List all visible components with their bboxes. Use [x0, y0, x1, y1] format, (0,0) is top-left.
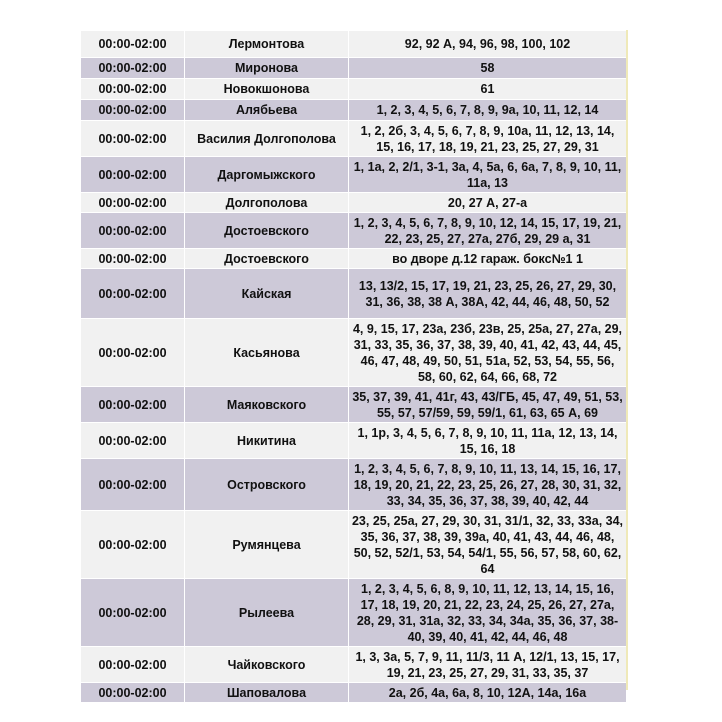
houses-cell: 2а, 2б, 4а, 6а, 8, 10, 12А, 14а, 16а	[349, 683, 627, 703]
table-row	[81, 319, 627, 387]
time-cell: 00:00-02:00	[81, 193, 185, 213]
right-edge-divider	[626, 30, 628, 690]
time-cell: 00:00-02:00	[81, 269, 185, 319]
houses-cell: 1, 2, 3, 4, 5, 6, 7, 8, 9, 9а, 10, 11, 12, 14	[349, 100, 627, 121]
street-cell: Достоевского	[185, 213, 349, 249]
houses-cell: 1, 1р, 3, 4, 5, 6, 7, 8, 9, 10, 11, 11а, 12, 13, 14, 15, 16, 18	[349, 423, 627, 459]
time-cell: 00:00-02:00	[81, 683, 185, 703]
street-cell: Долгополова	[185, 193, 349, 213]
street-cell: Даргомыжского	[185, 157, 349, 193]
time-cell: 00:00-02:00	[81, 213, 185, 249]
table-row	[81, 121, 627, 157]
houses-cell: во дворе д.12 гараж. бокс№1 1	[349, 249, 627, 269]
time-cell: 00:00-02:00	[81, 31, 185, 58]
street-cell: Лермонтова	[185, 31, 349, 58]
table-row	[81, 193, 627, 213]
table-row	[81, 387, 627, 423]
street-cell: Алябьева	[185, 100, 349, 121]
houses-cell: 1, 2, 3, 4, 5, 6, 7, 8, 9, 10, 11, 13, 14, 15, 16, 17, 18, 19, 20, 21, 22, 23, 25, 26, 27, 28, 30, 31, 32, 33, 34, 35, 36, 37, 38, 39, 40, 42, 44	[349, 459, 627, 511]
houses-cell: 1, 3, 3а, 5, 7, 9, 11, 11/3, 11 А, 12/1, 13, 15, 17, 19, 21, 23, 25, 27, 29, 31, 33, 35, 37	[349, 647, 627, 683]
street-cell: Румянцева	[185, 511, 349, 579]
time-cell: 00:00-02:00	[81, 579, 185, 647]
table-row	[81, 579, 627, 647]
schedule-table-container	[80, 30, 626, 703]
table-row	[81, 100, 627, 121]
street-cell: Шаповалова	[185, 683, 349, 703]
time-cell: 00:00-02:00	[81, 121, 185, 157]
houses-cell: 61	[349, 79, 627, 100]
time-cell: 00:00-02:00	[81, 511, 185, 579]
street-cell: Маяковского	[185, 387, 349, 423]
houses-cell: 35, 37, 39, 41, 41г, 43, 43/ГБ, 45, 47, 49, 51, 53, 55, 57, 57/59, 59, 59/1, 61, 63, 65 А, 69	[349, 387, 627, 423]
table-row	[81, 79, 627, 100]
houses-cell: 13, 13/2, 15, 17, 19, 21, 23, 25, 26, 27, 29, 30, 31, 36, 38, 38 А, 38А, 42, 44, 46, 48, 50, 52	[349, 269, 627, 319]
street-cell: Островского	[185, 459, 349, 511]
houses-cell: 92, 92 А, 94, 96, 98, 100, 102	[349, 31, 627, 58]
houses-cell: 23, 25, 25а, 27, 29, 30, 31, 31/1, 32, 33, 33а, 34, 35, 36, 37, 38, 39, 39а, 40, 41, 43, 44, 46, 48, 50, 52, 52/1, 53, 54, 54/1, 55, 56, 57, 58, 60, 62, 64	[349, 511, 627, 579]
houses-cell: 1, 1а, 2, 2/1, 3-1, 3а, 4, 5а, 6, 6а, 7, 8, 9, 10, 11, 11а, 13	[349, 157, 627, 193]
table-row	[81, 459, 627, 511]
street-cell: Никитина	[185, 423, 349, 459]
houses-cell: 4, 9, 15, 17, 23а, 23б, 23в, 25, 25а, 27, 27а, 29, 31, 33, 35, 36, 37, 38, 39, 40, 41, 42, 43, 44, 45, 46, 47, 48, 49, 50, 51, 51а, 52, 53, 54, 55, 56, 58, 60, 62, 64, 66, 68, 72	[349, 319, 627, 387]
street-cell: Кайская	[185, 269, 349, 319]
time-cell: 00:00-02:00	[81, 58, 185, 79]
schedule-table	[80, 30, 627, 703]
houses-cell: 20, 27 А, 27-а	[349, 193, 627, 213]
table-row	[81, 157, 627, 193]
table-row	[81, 249, 627, 269]
table-row	[81, 647, 627, 683]
table-row	[81, 511, 627, 579]
street-cell: Чайковского	[185, 647, 349, 683]
time-cell: 00:00-02:00	[81, 100, 185, 121]
street-cell: Касьянова	[185, 319, 349, 387]
time-cell: 00:00-02:00	[81, 387, 185, 423]
street-cell: Василия Долгополова	[185, 121, 349, 157]
houses-cell: 58	[349, 58, 627, 79]
street-cell: Новокшонова	[185, 79, 349, 100]
table-row	[81, 213, 627, 249]
time-cell: 00:00-02:00	[81, 319, 185, 387]
table-row	[81, 423, 627, 459]
houses-cell: 1, 2, 3, 4, 5, 6, 7, 8, 9, 10, 12, 14, 15, 17, 19, 21, 22, 23, 25, 27, 27а, 27б, 29, 29 а, 31	[349, 213, 627, 249]
time-cell: 00:00-02:00	[81, 647, 185, 683]
street-cell: Миронова	[185, 58, 349, 79]
table-row	[81, 58, 627, 79]
table-row	[81, 269, 627, 319]
houses-cell: 1, 2, 3, 4, 5, 6, 8, 9, 10, 11, 12, 13, 14, 15, 16, 17, 18, 19, 20, 21, 22, 23, 24, 25, 26, 27, 27а, 28, 29, 31, 31а, 32, 33, 34, 34а, 35, 36, 37, 38-40, 39, 40, 41, 42, 44, 46, 48	[349, 579, 627, 647]
time-cell: 00:00-02:00	[81, 423, 185, 459]
houses-cell: 1, 2, 2б, 3, 4, 5, 6, 7, 8, 9, 10а, 11, 12, 13, 14, 15, 16, 17, 18, 19, 21, 23, 25, 27, 29, 31	[349, 121, 627, 157]
street-cell: Достоевского	[185, 249, 349, 269]
time-cell: 00:00-02:00	[81, 249, 185, 269]
time-cell: 00:00-02:00	[81, 459, 185, 511]
time-cell: 00:00-02:00	[81, 157, 185, 193]
table-row	[81, 31, 627, 58]
table-row	[81, 683, 627, 703]
street-cell: Рылеева	[185, 579, 349, 647]
time-cell: 00:00-02:00	[81, 79, 185, 100]
